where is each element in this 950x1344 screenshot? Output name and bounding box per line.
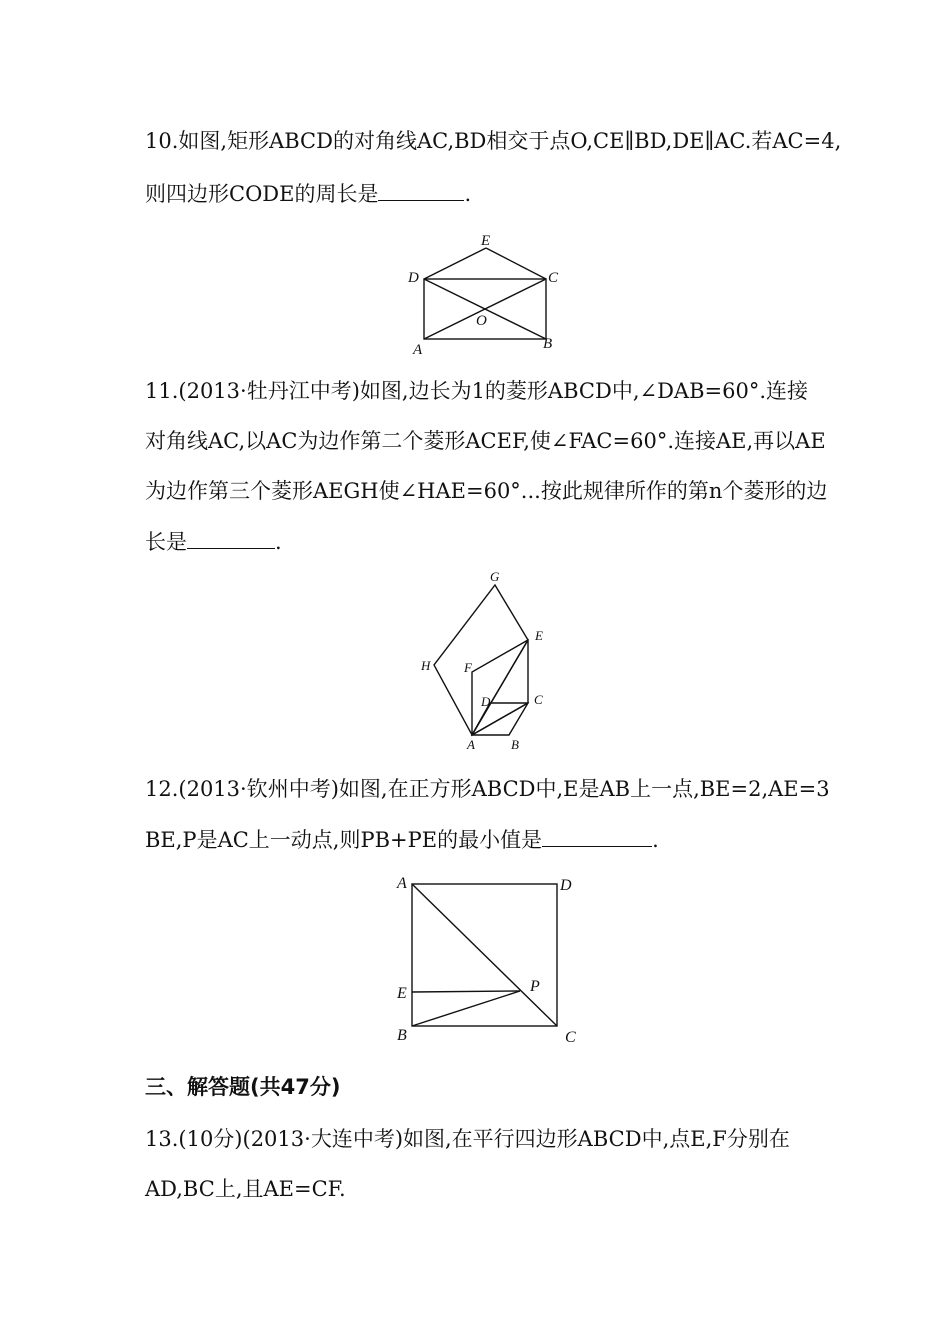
q11-rhombus-aegh <box>434 585 528 735</box>
q11-figure <box>415 568 555 753</box>
q10-line2-end: . <box>464 182 472 206</box>
q11-label-c: C <box>534 692 543 707</box>
q12-label-a: A <box>397 875 407 892</box>
q10-answer-blank[interactable] <box>378 178 464 201</box>
q12-text-line1: 12.(2013·钦州中考)如图,在正方形ABCD中,E是AB上一点,BE=2,AE=3 <box>145 777 830 801</box>
q12-text-line2 <box>145 824 659 855</box>
q11-text-line2: 对角线AC,以AC为边作第二个菱形ACEF,使∠FAC=60°.连接AE,再以AE <box>145 429 826 453</box>
q12-label-e: E <box>397 985 407 1002</box>
q11-label-a: A <box>467 737 475 752</box>
q13-text-line1: 13.(10分)(2013·大连中考)如图,在平行四边形ABCD中,点E,F分别在 <box>145 1127 790 1151</box>
q12-answer-blank[interactable] <box>542 824 652 847</box>
q12-segment-pb <box>412 991 520 1026</box>
q10-segment-de <box>424 248 486 279</box>
q11-label-d: D <box>481 694 491 709</box>
section-heading-answers: 三、解答题(共47分) <box>145 1075 341 1099</box>
q11-label-b: B <box>511 737 519 752</box>
q11-text-line1: 11.(2013·牡丹江中考)如图,边长为1的菱形ABCD中,∠DAB=60°.连接 <box>145 379 809 403</box>
q11-text-line4 <box>145 526 282 557</box>
q12-line2-end: . <box>652 828 659 852</box>
q11-label-h: H <box>421 658 431 673</box>
q12-diagonal-ac <box>412 884 557 1026</box>
q11-line4-text: 长是 <box>145 530 187 554</box>
q10-text-line1: 10.如图,矩形ABCD的对角线AC,BD相交于点O,CE∥BD,DE∥AC.若AC=4, <box>145 129 842 153</box>
q11-text-line3: 为边作第三个菱形AEGH使∠HAE=60°...按此规律所作的第n个菱形的边 <box>145 479 828 503</box>
q12-label-c: C <box>565 1029 576 1046</box>
q11-line4-end: . <box>275 530 282 554</box>
q12-label-b: B <box>397 1027 407 1044</box>
q10-segment-ce <box>486 248 546 279</box>
q11-label-f: F <box>464 660 472 675</box>
q10-label-o: O <box>476 313 487 329</box>
q12-line2-text: BE,P是AC上一动点,则PB+PE的最小值是 <box>145 828 543 852</box>
q10-label-c: C <box>548 270 559 286</box>
q11-label-g: G <box>490 569 500 584</box>
q10-label-e: E <box>481 233 491 249</box>
q12-label-d: D <box>560 877 572 894</box>
q10-label-a: A <box>413 342 423 358</box>
q12-figure <box>390 868 590 1048</box>
q10-label-b: B <box>543 336 553 352</box>
q10-text-line2 <box>145 178 471 209</box>
q12-segment-pe <box>412 991 520 992</box>
q11-label-e: E <box>535 628 543 643</box>
q10-figure <box>405 228 565 358</box>
q10-label-d: D <box>408 270 419 286</box>
q13-text-line2: AD,BC上,且AE=CF. <box>145 1177 346 1201</box>
q12-label-p: P <box>530 978 540 995</box>
q10-line2-text: 则四边形CODE的周长是 <box>145 182 379 206</box>
q11-diagonal-ae <box>472 640 528 735</box>
q11-answer-blank[interactable] <box>187 526 275 549</box>
